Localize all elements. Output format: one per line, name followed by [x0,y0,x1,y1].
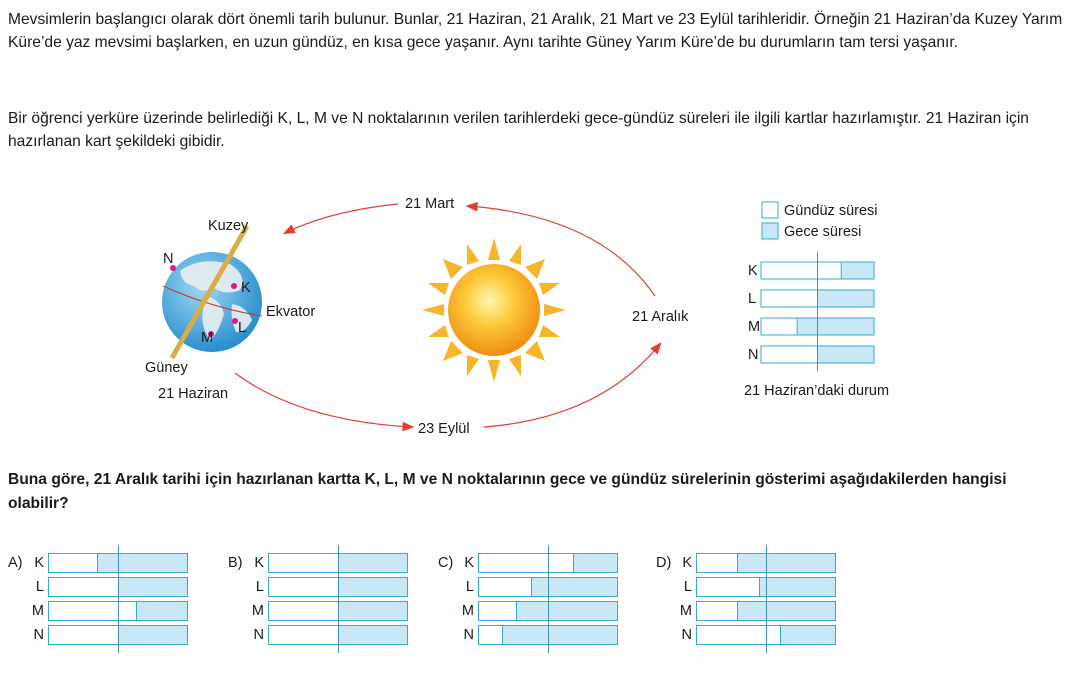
orbit-arrow-september-to-december [484,344,660,427]
option-row-label: K [34,555,44,571]
seasons-figure [0,186,1074,446]
card-row-label-l: L [748,291,757,307]
option-row-night-fill [573,554,617,572]
sun-illustration [422,238,566,382]
option-row-label: L [255,579,264,595]
option-letter: A) [8,555,23,571]
option-row-night-fill [737,554,835,572]
option-letter: C) [438,555,454,571]
question-text: Buna göre, 21 Aralık tarihi için hazırlanan kartta K, L, M ve N noktalarının gece ve gündüz sürelerinin gösterimi aşağıdakilerden hangisi olabilir? [8,471,1007,512]
globe-equator-label: Ekvator [266,304,316,320]
option-row-night-fill [118,626,187,644]
date-march-label: 21 Mart [405,196,455,212]
card-row-label-k: K [748,263,758,279]
point-k-marker [231,283,237,289]
globe-point-n-label: N [163,251,174,267]
option-row-night-fill [136,602,187,620]
globe-north-label: Kuzey [208,218,249,234]
option-row-night-fill [118,578,187,596]
option-row-label: N [463,627,474,643]
option-center-line [766,545,767,653]
option-row-label: M [31,603,44,619]
option-row-night-fill [516,602,617,620]
date-september-label: 23 Eylül [418,421,470,437]
option-row-label: M [251,603,264,619]
option-row-label: K [682,555,692,571]
globe-south-label: Güney [145,360,188,376]
option-center-line [118,545,119,653]
option-row-night-fill [338,554,407,572]
intro-paragraph-2: Bir öğrenci yerküre üzerinde belirlediği K, L, M ve N noktalarının verilen tarihlerdeki gece-gündüz süreleri ile ilgili kartlar hazırlamıştır. 21 Haziran için hazırlanan kart şekildeki gibidir. [8,110,1029,150]
option-row-label: M [679,603,692,619]
option-row-night-fill [338,626,407,644]
june-card [748,252,874,371]
option-row-label: L [35,579,44,595]
option-row-night-fill [759,578,835,596]
option-row-night-fill [338,578,407,596]
date-june-label: 21 Haziran [158,386,229,402]
option-row-label: M [461,603,474,619]
option-row-night-fill [502,626,617,644]
legend [762,202,878,240]
card-row-night-m [797,318,874,335]
option-row-night-fill [338,602,407,620]
option-letter: B) [228,555,243,571]
option-row-label: N [33,627,44,643]
globe-point-m-label: M [201,330,214,346]
option-row-night-fill [97,554,187,572]
option-row-night-fill [737,602,835,620]
card-row-label-m: M [748,319,761,335]
option-row-label: N [253,627,264,643]
option-row-label: N [681,627,692,643]
option-center-line [338,545,339,653]
globe-point-l-label: L [238,320,247,336]
card-row-night-l [818,290,875,307]
option-row-label: K [254,555,264,571]
date-december-label: 21 Aralık [632,309,689,325]
card-row-night-n [818,346,875,363]
option-letter: D) [656,555,672,571]
option-center-line [548,545,549,653]
option-row-label: L [465,579,474,595]
card-row-night-k [841,262,874,279]
intro-paragraph-1: Mevsimlerin başlangıcı olarak dört önemli tarih bulunur. Bunlar, 21 Haziran, 21 Aralık, 21 Mart ve 23 Eylül tarihleridir. Örneğin 21 Haziran’da Kuzey Yarım Küre’de yaz mevsimi başlarken, en uzun gündüz, en kısa gece yaşanır. Aynı tarihte Güney Yarım Küre’de bu durumların tam tersi yaşanır. [8,11,1063,51]
option-row-night-fill [531,578,617,596]
globe-point-k-label: K [241,280,251,296]
june-card-caption: 21 Haziran’daki durum [744,383,890,399]
legend-day-label: Gündüz süresi [784,203,878,219]
option-row-label: L [683,579,692,595]
orbit-arrow-june-to-september [235,373,412,427]
legend-night-label: Gece süresi [784,224,862,240]
orbit-arrow-march-to-june [285,204,398,233]
card-row-label-n: N [748,347,759,363]
option-row-label: K [464,555,474,571]
option-row-night-fill [780,626,835,644]
